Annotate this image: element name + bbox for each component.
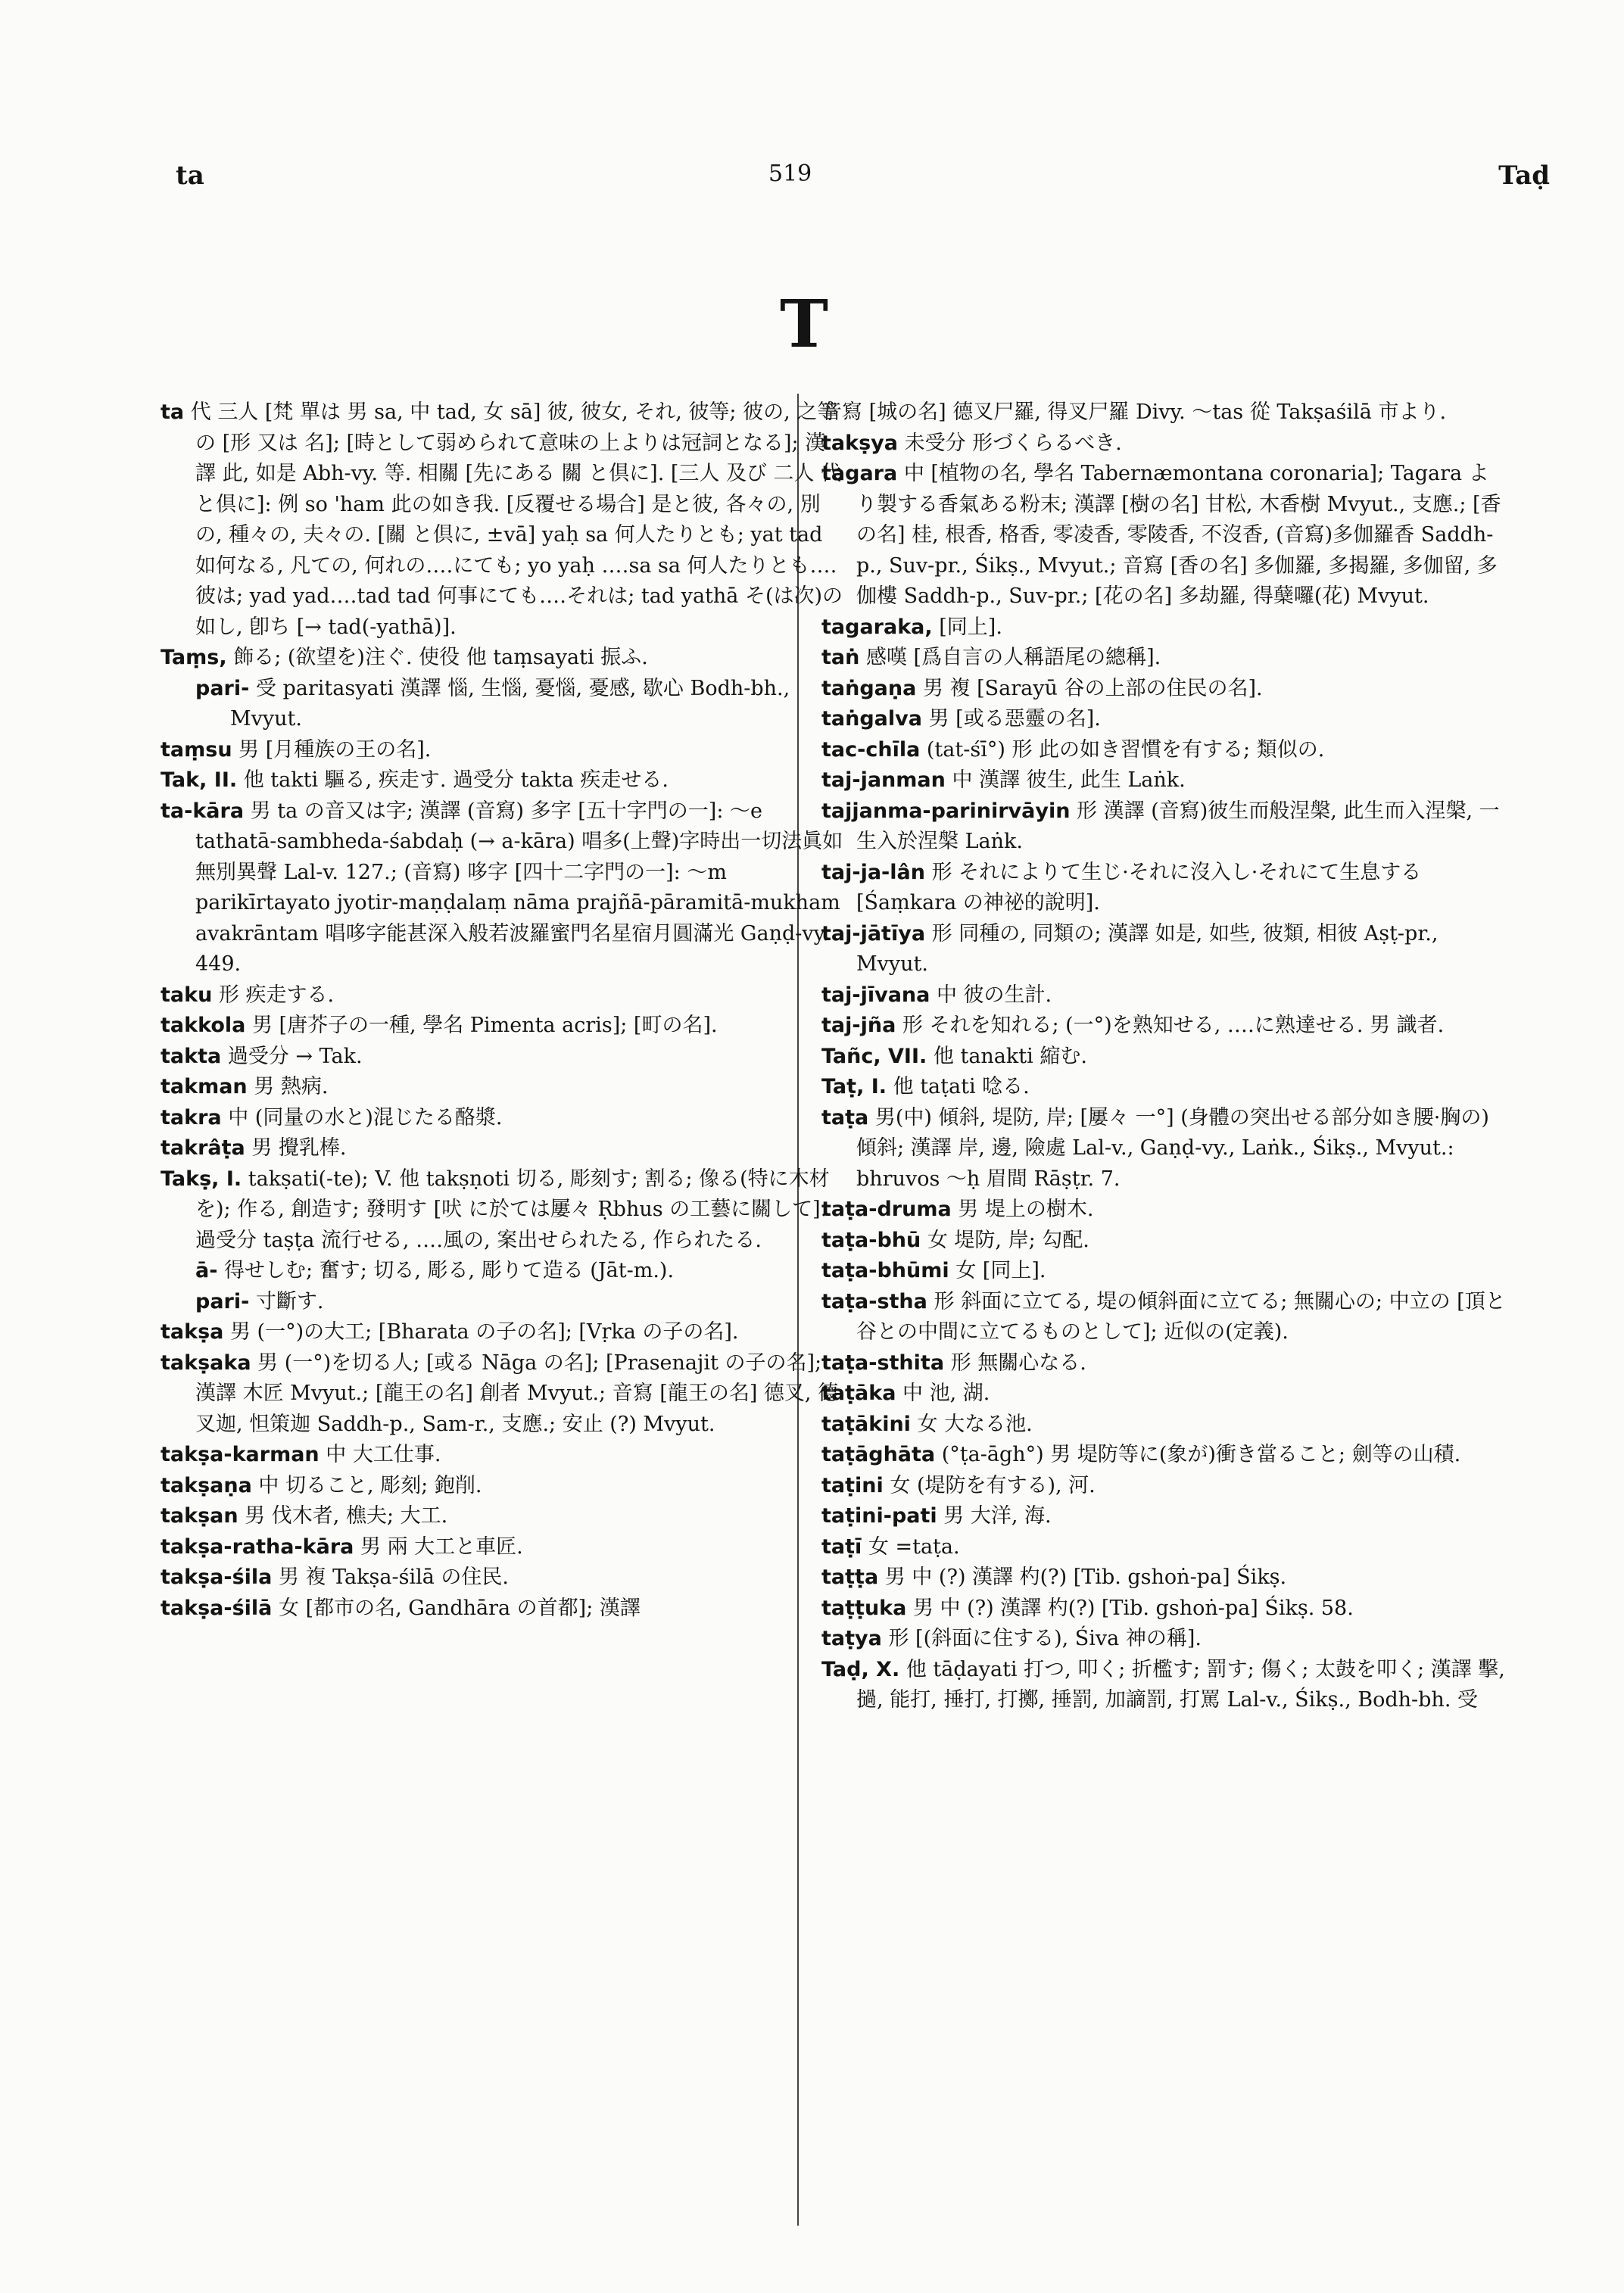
entry-definition: 男 中 (?) 漢譯 杓(?) [Tib. gshoṅ-pa] Śikṣ. 58. — [912, 1596, 1354, 1620]
entry-definition: 男 [或る惡靈の名]. — [928, 707, 1101, 731]
entry-definition: 他 tanakti 縮む. — [933, 1044, 1087, 1068]
entry-headword: taṭa-bhūmi — [821, 1259, 949, 1282]
entry-definition: 中 池, 湖. — [902, 1382, 990, 1405]
entry-headword: takṣa-śilā — [161, 1596, 273, 1620]
entry-definition: 男 大洋, 海. — [943, 1504, 1052, 1528]
entry-headword: takra — [161, 1105, 222, 1129]
running-head-right: Taḍ — [1498, 160, 1550, 191]
entry-definition: 形 同種の, 同類の; 漢譯 如是, 如些, 彼類, 相彼 Aṣṭ-pr., Mvyut. — [856, 921, 1439, 976]
entry-headword: taj-jīvana — [821, 983, 930, 1007]
entry-definition: 感嘆 [爲自言の人稱語尾の總稱]. — [865, 646, 1161, 669]
dictionary-entry — [161, 1471, 846, 1502]
entry-definition: 男 複 [Sarayū 谷の上部の住民の名]. — [922, 676, 1263, 700]
entry-definition: 女 大なる池. — [917, 1412, 1033, 1436]
dictionary-entry — [821, 1072, 1507, 1103]
entry-definition: 形 それによりて生じ·それに沒入し·それにて生息する [Śaṃkara の神祕的說明]. — [856, 860, 1422, 914]
entry-headword: Taṃs, — [161, 646, 227, 669]
dictionary-entry — [821, 1440, 1507, 1471]
entry-definition: 代 三人 [梵 單は 男 sa, 中 tad, 女 sā] 彼, 彼女, それ, 彼等; 彼の, 之等の [形 又は 名]; [時として弱められて意味の上よりは冠詞となる]; 漢譯 此, 如是 Abh-vy. 等. 相關 [先にある 關 と倶に]. [三人 及び 二人 代 と倶に]: 例 so 'ham 此の如き我. [反覆せる場合] 是と彼, 各々の, 別の, 種々の, 夫々の. [關 と倶に, ±vā] yaḥ sa 何人たりとも; yat tad 如何なる, 凡ての, 何れの‥‥にても; yo yaḥ ‥‥sa sa 何人たりとも‥‥彼は; yad yad‥‥tad tad 何事にても‥‥それは; tad yathā そ(は次)の如し, 卽ち [→ tad(-yathā)]. — [190, 400, 843, 639]
entry-definition: 中 [植物の名, 學名 Tabernæmontana coronaria]; Tagara より製する香氣ある粉末; 漢譯 [樹の名] 甘松, 木香樹 Mvyut., 支應.; [香の名] 桂, 根香, 格香, 零凌香, 零陵香, 不沒香, (音寫)多伽羅香 Saddh-p., Suv-pr., Śikṣ., Mvyut.; 音寫 [香の名] 多伽羅, 多揭羅, 多伽留, 多伽樓 Saddh-p., Suv-pr.; [花の名] 多劫羅, 得蘖囉(花) Mvyut. — [856, 462, 1501, 608]
dictionary-entry — [161, 1287, 846, 1318]
dictionary-entry — [821, 1410, 1507, 1441]
page-number: 519 — [768, 160, 812, 187]
entry-definition: 形 [(斜面に住する), Śiva 神の稱]. — [888, 1627, 1202, 1650]
entry-headword: taṭya — [821, 1627, 882, 1650]
entry-headword: taṭāghāta — [821, 1443, 936, 1466]
dictionary-entry — [161, 674, 846, 735]
dictionary-entry — [161, 1103, 846, 1134]
entry-definition: 男(中) 傾斜, 堤防, 岸; [屢々 一°] (身體の突出せる部分如き腰·胸の)傾斜; 漢譯 岸, 邊, 險處 Lal-v., Gaṇḍ-vy., Laṅk., Śikṣ., Mvyut.: bhruvos ～ḥ 眉間 Rāṣṭr. 7. — [856, 1105, 1489, 1191]
dictionary-entry — [161, 765, 846, 796]
entry-definition: 男 複 Takṣa-śilā の住民. — [278, 1566, 509, 1589]
entry-headword: taṭākini — [821, 1412, 911, 1436]
entry-definition: 中 漢譯 彼生, 此生 Laṅk. — [952, 768, 1186, 792]
dictionary-entry — [821, 643, 1507, 674]
dictionary-entry — [821, 397, 1507, 428]
entry-definition: 中 (同量の水と)混じたる酪漿. — [228, 1105, 503, 1129]
entry-headword: takrâṭa — [161, 1136, 245, 1160]
dictionary-entry — [161, 1133, 846, 1164]
entry-headword: takṣan — [161, 1504, 238, 1528]
entry-headword: taṭini-pati — [821, 1504, 937, 1528]
entry-definition: 女 [同上]. — [955, 1259, 1046, 1282]
entry-headword: taṭini — [821, 1473, 884, 1497]
entry-headword: tagaraka, — [821, 615, 933, 639]
right-column — [821, 397, 1507, 2267]
entry-definition: [同上]. — [939, 615, 1002, 639]
dictionary-entry — [821, 1594, 1507, 1625]
dictionary-entry — [821, 1011, 1507, 1042]
entry-definition: 女 (堤防を有する), 河. — [890, 1473, 1096, 1497]
dictionary-entry — [161, 796, 846, 980]
dictionary-entry — [821, 1042, 1507, 1073]
entry-definition: takṣati(-te); V. 他 takṣṇoti 切る, 彫刻す; 割る; 像る(特に木材を); 作る, 創造す; 發明す [吠 に於ては屢々 Ṛbhus の工藝に關して]. 過受分 taṣṭa 流行せる, ‥‥風の, 案出せられたる, 作られたる. — [195, 1167, 830, 1252]
entry-headword: taṭṭuka — [821, 1596, 907, 1620]
dictionary-entry — [161, 1562, 846, 1594]
entry-definition: 飾る; (欲望を)注ぐ. 使役 他 taṃsayati 振ふ. — [233, 646, 648, 669]
entry-headword: takta — [161, 1044, 222, 1068]
entry-definition: 形 漢譯 (音寫)彼生而般涅槃, 此生而入涅槃, 一生入於涅槃 Laṅk. — [856, 799, 1500, 853]
dictionary-entry — [821, 1471, 1507, 1502]
entry-definition: 女 =taṭa. — [868, 1534, 960, 1559]
entry-definition: 中 大工仕事. — [326, 1443, 441, 1466]
entry-headword: taj-jātīya — [821, 921, 926, 946]
entry-definition: (°ṭa-āgh°) 男 堤防等に(象が)衝き當ること; 劍等の山積. — [941, 1443, 1461, 1466]
entry-headword: ta — [161, 400, 185, 424]
running-head-left: ta — [176, 160, 204, 191]
entry-definition: 中 切ること, 彫刻; 鉋削. — [258, 1473, 482, 1497]
dictionary-entry — [161, 735, 846, 766]
entry-headword: taṭāka — [821, 1382, 896, 1405]
entry-definition: 音寫 [城の名] 德叉尸羅, 得叉尸羅 Divy. ～tas 從 Takṣaśilā 市より. — [821, 400, 1447, 424]
entry-definition: 男 (一°)の大工; [Bharata の子の名]; [Vṛka の子の名]. — [229, 1320, 739, 1344]
dictionary-entry — [821, 1532, 1507, 1563]
entry-definition: 受 paritasyati 漢譯 惱, 生惱, 憂惱, 憂感, 歇心 Bodh-bh., Mvyut. — [230, 676, 790, 731]
dictionary-entry — [821, 1562, 1507, 1594]
entry-headword: taṅ — [821, 646, 860, 669]
entry-definition: 男 兩 大工と車匠. — [360, 1534, 523, 1559]
entry-headword: takṣaṇa — [161, 1473, 252, 1497]
dictionary-entry — [821, 428, 1507, 460]
dictionary-entry — [821, 459, 1507, 612]
entry-headword: taṭa-bhū — [821, 1228, 921, 1252]
entry-definition: 未受分 形づくらるべき. — [904, 431, 1122, 455]
dictionary-entry — [821, 1256, 1507, 1287]
entry-definition: 女 堤防, 岸; 勾配. — [927, 1228, 1089, 1252]
dictionary-entry — [821, 704, 1507, 735]
dictionary-entry — [821, 1655, 1507, 1716]
entry-definition: 形 斜面に立てる, 堤の傾斜面に立てる; 無關心の; 中立の [頂と谷との中間に立てるものとして]; 近似の(定義). — [856, 1289, 1506, 1344]
entry-headword: takkola — [161, 1014, 246, 1037]
dictionary-entry — [821, 858, 1507, 919]
entry-headword: taṅgalva — [821, 707, 922, 731]
entry-definition: 形 それを知れる; (一°)を熟知せる, ‥‥に熟達せる. 男 識者. — [902, 1014, 1445, 1037]
entry-headword: takṣa-śila — [161, 1566, 273, 1589]
entry-headword: taj-ja-lân — [821, 860, 925, 884]
entry-headword: taṭī — [821, 1534, 862, 1559]
entry-headword: takṣa-ratha-kāra — [161, 1534, 354, 1559]
entry-headword: pari- — [195, 676, 250, 700]
entry-headword: taṭa-sthita — [821, 1351, 945, 1375]
dictionary-entry — [821, 674, 1507, 705]
dictionary-entry — [161, 643, 846, 674]
entry-headword: taṭṭa — [821, 1566, 879, 1589]
entry-headword: taṭa-stha — [821, 1289, 927, 1313]
entry-headword: taṅgaṇa — [821, 676, 917, 700]
entry-headword: Tañc, VII. — [821, 1044, 927, 1068]
entry-headword: tagara — [821, 462, 898, 485]
entry-definition: 男 熱病. — [254, 1075, 329, 1098]
entry-headword: takman — [161, 1075, 248, 1098]
entry-headword: takṣa — [161, 1320, 224, 1344]
entry-headword: taṭa-druma — [821, 1198, 952, 1221]
dictionary-entry — [821, 1226, 1507, 1257]
entry-definition: 男 (一°)を切る人; [或る Nāga の名]; [Prasenajit の子の名]; 漢譯 木匠 Mvyut.; [龍王の名] 創者 Mvyut.; 音寫 [龍王の名] 德叉, 德叉迦, 怛策迦 Saddh-p., Sam-r., 支應.; 安止 (?) Mvyut. — [195, 1351, 839, 1436]
entry-headword: ā- — [195, 1259, 218, 1282]
entry-headword: Taḍ, X. — [821, 1657, 900, 1681]
dictionary-entry — [161, 1011, 846, 1042]
entry-headword: taj-jña — [821, 1014, 896, 1037]
dictionary-entry — [161, 1532, 846, 1563]
dictionary-entry — [161, 1042, 846, 1073]
dictionary-entry — [161, 1072, 846, 1103]
entry-headword: taku — [161, 983, 213, 1007]
dictionary-entry — [821, 919, 1507, 980]
dictionary-entry — [161, 1440, 846, 1471]
entry-headword: Tak, II. — [161, 768, 238, 792]
entry-definition: 他 taṭati 唸る. — [893, 1075, 1030, 1098]
entry-headword: tac-chīla — [821, 737, 921, 762]
entry-definition: 男 [月種族の王の名]. — [238, 737, 432, 762]
dictionary-entry — [821, 1501, 1507, 1532]
dictionary-entry — [161, 1594, 846, 1625]
entry-headword: taṭa — [821, 1105, 869, 1129]
section-letter: T — [780, 286, 828, 363]
dictionary-entry — [821, 735, 1507, 766]
entry-definition: 中 彼の生計. — [936, 983, 1052, 1007]
dictionary-entry — [821, 1624, 1507, 1655]
dictionary-entry — [821, 1287, 1507, 1348]
entry-headword: pari- — [195, 1289, 250, 1313]
entry-headword: takṣaka — [161, 1351, 251, 1375]
entry-headword: takṣya — [821, 431, 898, 455]
entry-headword: Takṣ, I. — [161, 1167, 242, 1191]
entry-definition: 男 攪乳棒. — [251, 1136, 347, 1160]
dictionary-entry — [821, 612, 1507, 643]
dictionary-entry — [161, 1348, 846, 1441]
entry-definition: 男 伐木者, 樵夫; 大工. — [245, 1504, 448, 1528]
entry-definition: 男 堤上の樹木. — [958, 1198, 1094, 1221]
dictionary-entry — [161, 980, 846, 1011]
entry-definition: 男 [唐芥子の一種, 學名 Pimenta acris]; [町の名]. — [251, 1014, 718, 1037]
dictionary-entry — [821, 1379, 1507, 1410]
entry-definition: 女 [都市の名, Gandhāra の首都]; 漢譯 — [278, 1596, 641, 1620]
entry-definition: 得せしむ; 奮す; 切る, 彫る, 彫りて造る (Jāt-m.). — [224, 1259, 675, 1282]
entry-headword: Taṭ, I. — [821, 1075, 887, 1098]
entry-headword: ta-kāra — [161, 799, 245, 823]
dictionary-entry — [161, 1501, 846, 1532]
entry-definition: 他 takti 驅る, 疾走す. 過受分 takta 疾走せる. — [243, 768, 669, 792]
dictionary-entry — [161, 397, 846, 643]
entry-definition: 寸斷す. — [255, 1289, 324, 1313]
dictionary-entry — [821, 796, 1507, 858]
dictionary-entry — [161, 1317, 846, 1348]
left-column — [161, 397, 846, 2267]
entry-headword: taṃsu — [161, 737, 232, 762]
entry-headword: takṣa-karman — [161, 1443, 320, 1466]
dictionary-entry — [821, 1195, 1507, 1226]
dictionary-entry — [161, 1256, 846, 1287]
dictionary-entry — [821, 1103, 1507, 1195]
dictionary-entry — [821, 765, 1507, 796]
entry-headword: taj-janman — [821, 768, 946, 792]
dictionary-entry — [161, 1164, 846, 1257]
dictionary-entry — [821, 1348, 1507, 1379]
entry-definition: 形 無關心なる. — [950, 1351, 1086, 1375]
entry-definition: (tat-śī°) 形 此の如き習慣を有する; 類似の. — [926, 737, 1325, 762]
entry-definition: 男 中 (?) 漢譯 杓(?) [Tib. gshoṅ-pa] Śikṣ. — [884, 1566, 1287, 1589]
dictionary-entry — [821, 980, 1507, 1011]
entry-definition: 形 疾走する. — [218, 983, 335, 1007]
entry-definition: 過受分 → Tak. — [227, 1044, 363, 1068]
entry-definition: 他 tāḍayati 打つ, 叩く; 折檻す; 罰す; 傷く; 太鼓を叩く; 漢譯 擊, 撾, 能打, 捶打, 打擲, 捶罰, 加謫罰, 打罵 Lal-v., Śikṣ., Bodh-bh. 受 — [856, 1657, 1505, 1712]
entry-headword: tajjanma-parinirvāyin — [821, 799, 1071, 823]
entry-definition: 男 ta の音又は字; 漢譯 (音寫) 多字 [五十字門の一]: ～e tathatā-sambheda-śabdaḥ (→ a-kāra) 唱多(上聲)字時出一切法眞如無別異聲 Lal-v. 127.; (音寫) 哆字 [四十二字門の一]: ～m parikīrtayato jyotir-maṇḍalaṃ nāma prajñā-pāramitā-mukham avakrāntam 唱哆字能甚深入般若波羅蜜門名星宿月圓滿光 Gaṇḍ-vy. 449. — [195, 799, 843, 976]
